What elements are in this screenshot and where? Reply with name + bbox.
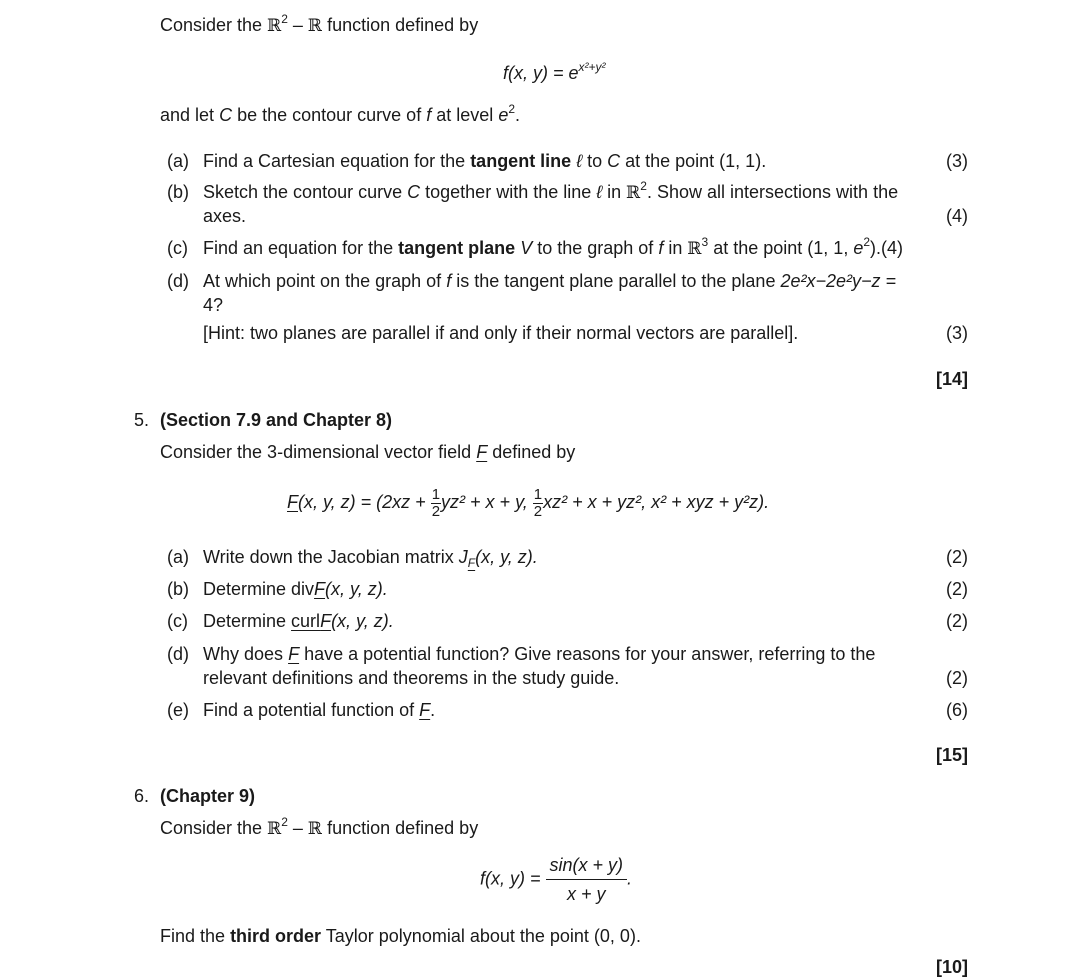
q6-codomain: ℝ <box>307 819 323 839</box>
q4c-mid: to the graph of <box>537 238 654 258</box>
q4b-post: . Show all intersections with the <box>646 182 899 202</box>
q5a-text: Write down the Jacobian matrix <box>203 547 454 567</box>
q6-heading <box>134 785 255 807</box>
q4-intro <box>160 14 478 37</box>
q4c-close: ).(4) <box>870 238 904 258</box>
q6-number: 6. <box>134 786 150 806</box>
q5c-F: F <box>320 611 332 631</box>
q6-total-text: [10] <box>935 957 968 977</box>
q6-end: . <box>627 868 633 889</box>
q4a-post: at the point (1, 1). <box>625 151 767 171</box>
q6-total <box>936 956 968 978</box>
q5d-label: (d) <box>167 644 189 664</box>
q6-num: sin(x + y) <box>546 854 628 880</box>
q4a <box>167 150 766 172</box>
q5a <box>167 546 538 568</box>
q6-intro <box>160 817 478 840</box>
q5c-label: (c) <box>167 611 188 631</box>
q5-half-2-den: 2 <box>533 502 543 520</box>
q5c-curl: curl <box>291 611 321 631</box>
q6-task <box>160 925 641 947</box>
q6-arrow: – <box>287 818 308 838</box>
q4d-eq: 2e²x−2e²y−z = <box>780 271 897 291</box>
q4-total <box>936 368 968 390</box>
q5-formula-t2: xz² + x + yz², x² + xyz + y²z). <box>543 492 770 512</box>
q4c-e-exp: 2 <box>863 235 871 249</box>
q4-total-text: [14] <box>935 369 968 389</box>
q4a-C: C <box>607 151 621 171</box>
q5-heading <box>134 409 392 431</box>
q4-codomain: ℝ <box>307 16 323 36</box>
q6-den: x + y <box>567 884 606 904</box>
q5-half-2 <box>533 487 543 520</box>
q5-number: 5. <box>134 410 150 430</box>
q6-task-bold: third order <box>230 926 322 946</box>
q4-formula-exp: x²+y² <box>578 60 606 74</box>
q5c-marks: (2) <box>946 611 968 631</box>
q4d <box>167 270 896 292</box>
q5e-end: . <box>430 700 436 720</box>
q4-intro-text: Consider the <box>160 15 263 35</box>
q6-intro-text: Consider the <box>160 818 263 838</box>
q4c-post: at the point (1, 1, <box>713 238 849 258</box>
q5a-label: (a) <box>167 547 189 567</box>
q4d-line2: 4? <box>203 295 224 315</box>
q4b-in: in <box>607 182 622 202</box>
q5-title: (Section 7.9 and Chapter 8) <box>160 410 393 430</box>
q5b-marks: (2) <box>946 579 968 599</box>
q5-formula-F: F <box>287 492 298 512</box>
q5b-label: (b) <box>167 579 189 599</box>
q5e-label: (e) <box>167 700 189 720</box>
q4-formula-lhs: f(x, y) = e <box>503 63 579 83</box>
q4-domain-exp: 2 <box>281 12 288 26</box>
q4b-R: ℝ <box>626 183 641 203</box>
q5-half-1-den: 2 <box>431 502 441 520</box>
q4-contour-b: be the contour curve of <box>237 105 422 125</box>
q4b-pre: Sketch the contour curve <box>203 182 403 202</box>
q4-contour-level-exp: 2 <box>508 102 516 116</box>
q5-intro <box>160 441 575 463</box>
q4b-C: C <box>407 182 421 202</box>
q4d-label: (d) <box>167 271 189 291</box>
q5b-arg: (x, y, z). <box>325 579 388 599</box>
q4b-line2: axes. <box>203 206 247 226</box>
q4c-exp: 3 <box>701 235 709 249</box>
q6-task-post: Taylor polynomial about the point (0, 0). <box>325 926 641 946</box>
q6-intro-end: function defined by <box>327 818 479 838</box>
q5-half-2-num: 1 <box>533 485 543 503</box>
q4a-mid: to <box>587 151 603 171</box>
q5b-F: F <box>314 579 326 599</box>
q5d <box>167 643 875 665</box>
q4-contour-c: at level <box>436 105 494 125</box>
q5d-F: F <box>288 644 300 664</box>
q4c-e: e <box>853 238 864 258</box>
q4a-ell: ℓ <box>576 151 583 171</box>
q5-half-1 <box>431 487 441 520</box>
q4-contour-a: and let <box>160 105 215 125</box>
q6-domain-set: ℝ <box>267 819 282 839</box>
q4a-marks: (3) <box>946 151 968 171</box>
q4-formula <box>503 62 606 84</box>
q5-total <box>936 744 968 766</box>
q4c-V: V <box>520 238 533 258</box>
q4-contour-C: C <box>219 105 233 125</box>
q5-formula <box>287 484 769 520</box>
q5a-marks: (2) <box>946 547 968 567</box>
q6-title: (Chapter 9) <box>160 786 256 806</box>
q4b-label: (b) <box>167 182 189 202</box>
q4c-in: in <box>668 238 683 258</box>
q6-lhs: f(x, y) = <box>480 868 541 889</box>
q5e-marks: (6) <box>946 700 968 720</box>
q4d-hint: [Hint: two planes are parallel if and only if their normal vectors are parallel]. <box>203 323 799 343</box>
q5-intro-F: F <box>476 442 488 462</box>
q4d-marks: (3) <box>946 323 968 343</box>
q6-task-pre: Find the <box>160 926 226 946</box>
q5-intro-text: Consider the 3-dimensional vector field <box>160 442 472 462</box>
q6-fraction <box>546 854 628 905</box>
q5d-pre: Why does <box>203 644 284 664</box>
q4-contour-sentence <box>160 104 520 126</box>
q4-contour-end: . <box>515 105 521 125</box>
q5b <box>167 578 388 600</box>
q5a-J: J <box>458 547 468 567</box>
q4c-bold: tangent plane <box>398 238 516 258</box>
q4b <box>167 181 898 204</box>
q5b-text: Determine div <box>203 579 315 599</box>
q4-arrow: – <box>287 15 308 35</box>
q4a-pre: Find a Cartesian equation for the <box>203 151 466 171</box>
q4c-f: f <box>658 238 664 258</box>
q4c-pre: Find an equation for the <box>203 238 394 258</box>
q5-formula-t1: yz² + x + y, <box>441 492 528 512</box>
q4-domain-set: ℝ <box>267 16 282 36</box>
q4c <box>167 237 903 260</box>
q4-intro-end: function defined by <box>327 15 479 35</box>
q4-contour-f: f <box>426 105 432 125</box>
q5-half-1-num: 1 <box>431 485 441 503</box>
q4d-pre: At which point on the graph of <box>203 271 442 291</box>
q5-total-text: [15] <box>935 745 968 765</box>
q6-formula <box>480 854 632 905</box>
q5d-post: have a potential function? Give reasons for your answer, referring to the <box>304 644 876 664</box>
q5-formula-lhs: (x, y, z) = (2xz + <box>298 492 426 512</box>
q6-domain-exp: 2 <box>281 815 288 829</box>
q5d-line2: relevant definitions and theorems in the study guide. <box>203 668 620 688</box>
q5d-marks: (2) <box>946 668 968 688</box>
q4b-exp: 2 <box>640 179 647 193</box>
q5c <box>167 610 394 632</box>
q5a-arg: (x, y, z). <box>475 547 538 567</box>
q5c-arg: (x, y, z). <box>331 611 394 631</box>
q4d-post: is the tangent plane parallel to the plane <box>456 271 776 291</box>
q4a-label: (a) <box>167 151 189 171</box>
q5c-text: Determine <box>203 611 287 631</box>
q4c-label: (c) <box>167 238 188 258</box>
q4b-ell: ℓ <box>596 182 603 202</box>
q5a-Jsub: F <box>467 556 476 570</box>
q5e-F: F <box>419 700 431 720</box>
q4d-f: f <box>446 271 452 291</box>
q5e-text: Find a potential function of <box>203 700 415 720</box>
q4b-marks: (4) <box>946 206 968 226</box>
q5-intro-end: defined by <box>492 442 576 462</box>
q4b-mid: together with the line <box>425 182 592 202</box>
q5e <box>167 699 435 721</box>
q4c-R: ℝ <box>687 239 702 259</box>
q4a-bold: tangent line <box>470 151 572 171</box>
q4-contour-level: e <box>498 105 509 125</box>
